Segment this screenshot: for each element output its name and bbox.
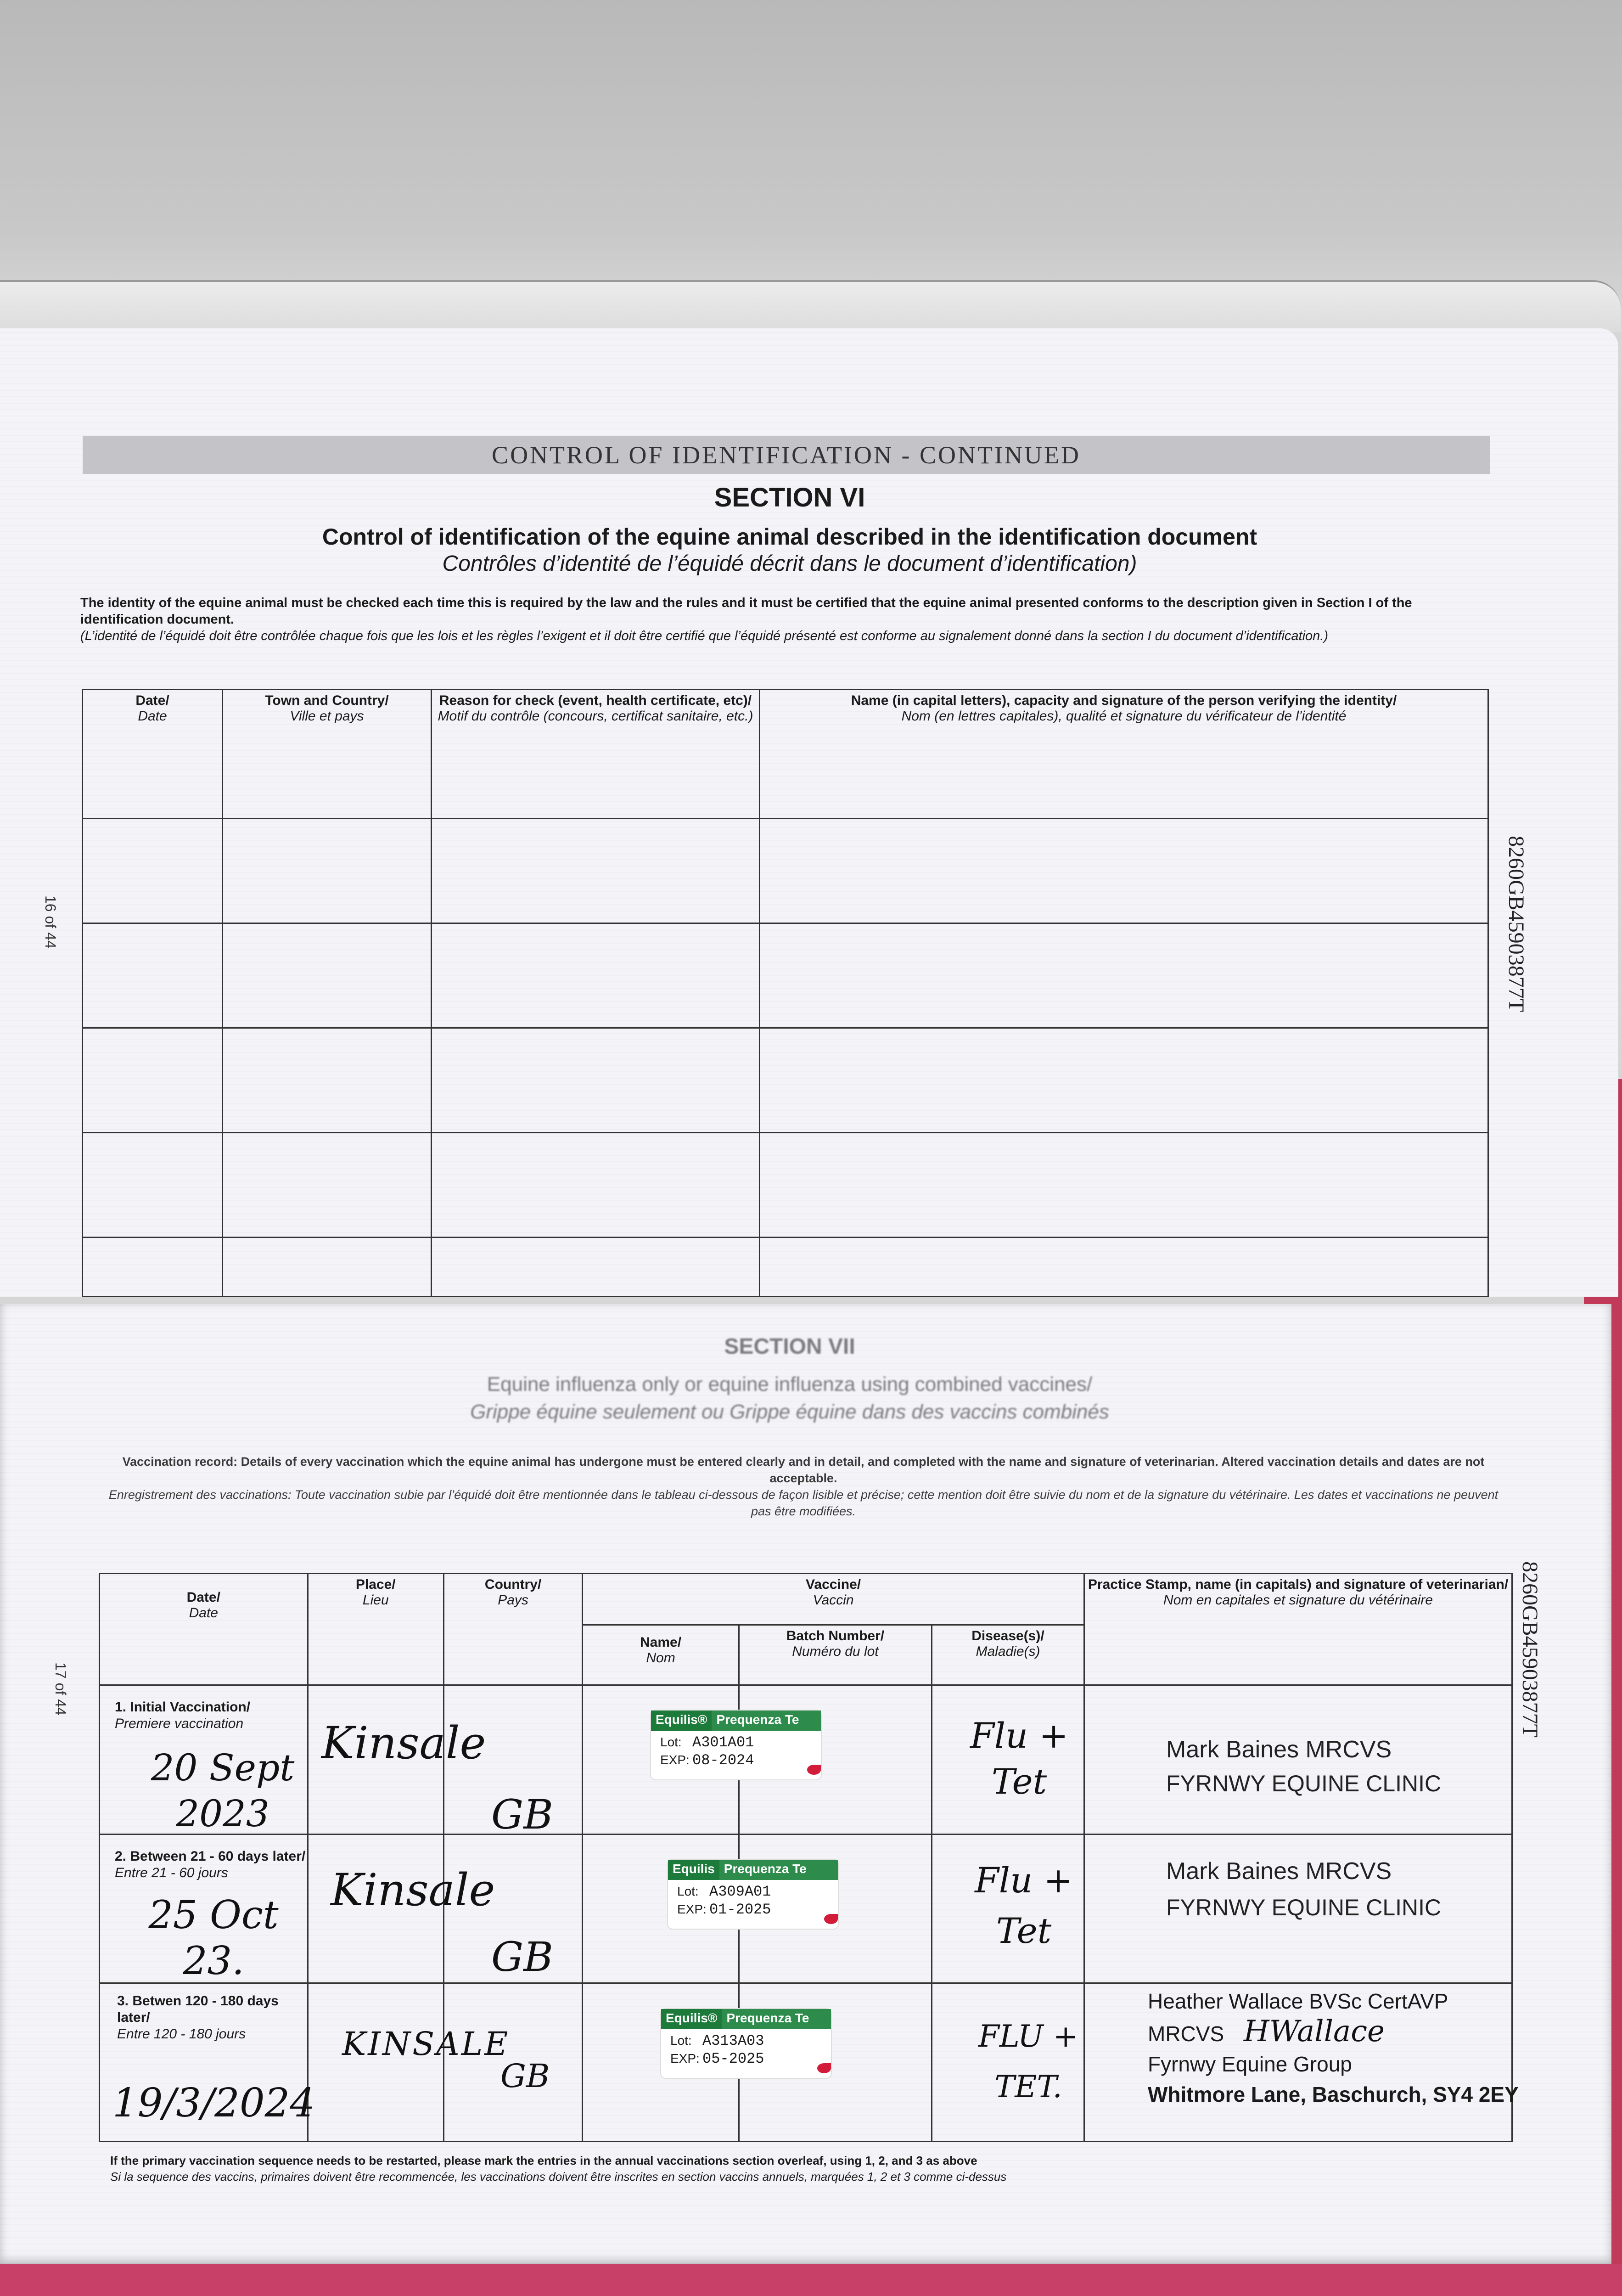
col-date: Date/ Date: [83, 690, 223, 819]
section-vi-title-en: Control of identification of the equine animal described in the identification document: [322, 524, 1257, 550]
row2-country-handwritten: GB: [491, 1933, 553, 1981]
table-row: [83, 1133, 1488, 1238]
row2-date-handwritten: 25 Oct 23.: [148, 1892, 279, 1983]
blood-drop-icon: [807, 1765, 821, 1775]
row2-vet-name: Mark Baines MRCVS: [1166, 1858, 1392, 1885]
row3-vet-group: Fyrnwy Equine Group: [1148, 2052, 1352, 2076]
page-number-17: 17 of 44: [52, 1662, 69, 1716]
hdr-batch: Batch Number/ Numéro du lot: [739, 1625, 932, 1685]
hdr-stamp: Practice Stamp, name (in capitals) and signature of veterinarian/ Nom en capitales et signature du vétérinaire: [1084, 1574, 1512, 1685]
row2-vet-clinic: FYRNWY EQUINE CLINIC: [1166, 1895, 1442, 1920]
hdr-disease: Disease(s)/ Maladie(s): [932, 1625, 1084, 1685]
row1-disease-handwritten: Flu + Tet: [970, 1715, 1068, 1802]
row1-lot: A301A01: [692, 1734, 754, 1751]
section-vii-heading: SECTION VII: [724, 1334, 855, 1359]
section-vii-title-en: Equine influenza only or equine influenza using combined vaccines/: [487, 1373, 1093, 1396]
vacc-intro-en: Vaccination record: Details of every vaccination which the equine animal has undergone must be entered clearly and in detail, and completed with the name and signature of veterinarian. Altered vaccination details and dates are not acceptable.: [122, 1455, 1485, 1485]
row3-country-handwritten: GB: [500, 2057, 550, 2095]
hdr-vaccine: Vaccine/ Vaccin: [583, 1574, 1084, 1625]
identification-check-table: [82, 689, 1489, 1297]
row3-vaccine-sticker: Equilis® Prequenza Te Lot: A313A03 EXP: 05-2025: [661, 2009, 831, 2078]
row1-exp: 08-2024: [692, 1752, 754, 1769]
row1-date-handwritten: 20 Sept 2023: [151, 1746, 295, 1835]
section-vii-intro: [103, 1453, 1504, 1519]
page-number-16: 16 of 44: [42, 895, 59, 949]
row3-vet-signature: HWallace: [1243, 2015, 1385, 2048]
passport-cover-bottom: [0, 2264, 1622, 2296]
footnote-fr: Si la sequence des vaccins, primaires doivent être recommencée, les vaccinations doivent être inscrites en section vaccins annuels, marquées 1, 2 et 3 comme ci-dessus: [110, 2170, 1007, 2183]
plastic-sleeve-edge: [0, 280, 1621, 332]
row3-disease-handwritten: FLU + TET.: [978, 2019, 1078, 2105]
row2-lot: A309A01: [709, 1883, 771, 1900]
row3-label: 3. Betwen 120 - 180 days later/ Entre 120 - 180 jours: [117, 1993, 279, 2042]
intro-en: The identity of the equine animal must be checked each time this is required by the law and the rules and it must be certified that the equine animal presented conforms to the description given in Section I of the identification document.: [80, 596, 1412, 627]
row2-disease-handwritten: Flu + Tet: [975, 1860, 1073, 1951]
row2-label: 2. Between 21 - 60 days later/ Entre 21 - 60 jours: [115, 1849, 306, 1880]
hdr-place: Place/ Lieu: [308, 1574, 444, 1685]
row1-vet-clinic: FYRNWY EQUINE CLINIC: [1166, 1771, 1442, 1796]
section-vi-intro: [80, 595, 1471, 644]
footnote-en: If the primary vaccination sequence needs to be restarted, please mark the entries in the annual vaccinations section overleaf, using 1, 2, and 3 as above: [110, 2154, 977, 2167]
blood-drop-icon: [824, 1914, 838, 1924]
hdr-name: Name/ Nom: [583, 1625, 739, 1685]
hdr-date: Date/ Date: [100, 1574, 308, 1685]
table-row: [83, 1028, 1488, 1133]
col-reason: Reason for check (event, health certificate, etc)/ Motif du contrôle (concours, certificat sanitaire, etc.): [432, 690, 760, 819]
row3-date-handwritten: 19/3/2024: [112, 2080, 315, 2126]
hdr-country: Country/ Pays: [444, 1574, 583, 1685]
section-vi-title-fr: Contrôles d’identité de l’équidé décrit dans le document d’identification): [442, 551, 1137, 576]
row3-lot: A313A03: [702, 2032, 764, 2049]
section-band-title: CONTROL OF IDENTIFICATION - CONTINUED: [83, 436, 1490, 474]
row3-vet-title: MRCVS: [1148, 2022, 1224, 2046]
document-number-bottom: 8260GB45903877T: [1518, 1561, 1542, 1738]
row2-exp: 01-2025: [709, 1901, 771, 1918]
row1-place-handwritten: Kinsale: [321, 1717, 486, 1769]
intro-fr: (L’identité de l’équidé doit être contrôlée chaque fois que les lois et les règles l’exigent et il doit être certifié que l’équidé présenté est conforme au signalement donné dans la section I du document d’identification.): [80, 629, 1328, 643]
row3-place-handwritten: KINSALE: [342, 2025, 510, 2063]
col-town-country: Town and Country/ Ville et pays: [223, 690, 432, 819]
row3-vet-name: Heather Wallace BVSc CertAVP: [1148, 1989, 1448, 2013]
row1-vaccine-sticker: Equilis® Prequenza Te Lot: A301A01 EXP: 08-2024: [651, 1711, 821, 1779]
table-row: [83, 923, 1488, 1028]
row1-label: 1. Initial Vaccination/ Premiere vaccination: [115, 1699, 251, 1731]
row2-place-handwritten: Kinsale: [331, 1864, 495, 1916]
document-number-top: 8260GB45903877T: [1504, 836, 1528, 1012]
section-vi-heading: SECTION VI: [714, 483, 865, 512]
section-vii-title-fr: Grippe équine seulement ou Grippe équine dans des vaccins combinés: [470, 1401, 1109, 1423]
row3-vet-stamp: [1148, 1986, 1519, 2110]
row2-vaccine-sticker: Equilis Prequenza Te Lot: A309A01 EXP: 01-2025: [668, 1860, 838, 1929]
table-row: [83, 1238, 1488, 1297]
blood-drop-icon: [817, 2063, 831, 2073]
row1-country-handwritten: GB: [491, 1791, 553, 1838]
table-row: [83, 818, 1488, 923]
row1-vet-name: Mark Baines MRCVS: [1166, 1736, 1392, 1763]
vacc-intro-fr: Enregistrement des vaccinations: Toute vaccination subie par l’équidé doit être mentionnée dans le tableau ci-dessous de façon lisible et précise; cette mention doit être suivie du nom et de la signature du vétérinaire. Les dates et vaccinations ne peuvent pas être modifiées.: [108, 1488, 1499, 1518]
row3-vet-address: Whitmore Lane, Baschurch, SY4 2EY: [1148, 2082, 1519, 2106]
row3-exp: 05-2025: [702, 2050, 764, 2067]
col-verifier: Name (in capital letters), capacity and signature of the person verifying the identity/ Nom (en lettres capitales), qualité et signature du vérificateur de l’identité: [760, 690, 1488, 819]
